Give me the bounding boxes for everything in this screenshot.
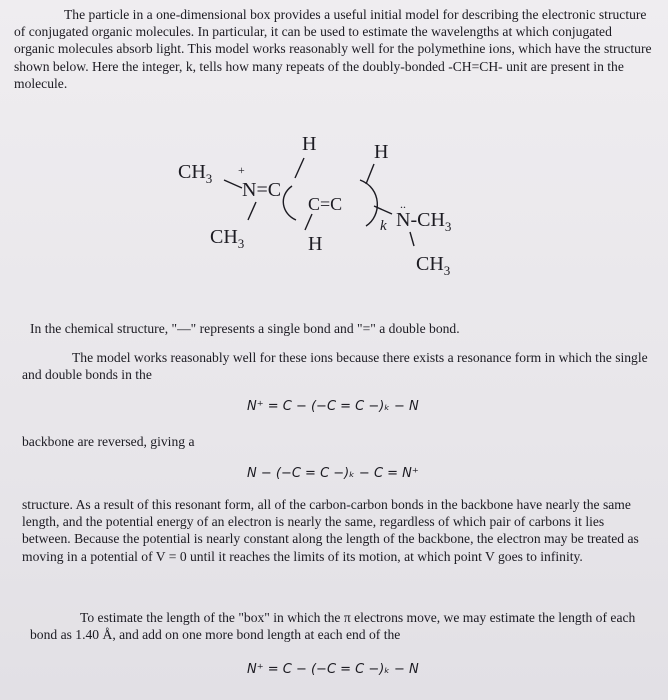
polymethine-structure-diagram	[160, 118, 540, 298]
n-ch3-right: $N-CH_3$	[396, 209, 452, 234]
equation-backbone-2: N⁺ = C − (−C = C −)ₖ − N	[247, 662, 419, 677]
potential-paragraph: structure. As a result of this resonant form, all of the carbon-carbon bonds in the backbone have nearly the same length, and the potential energy of an electron is nearly the same, regardless of which pair of carbons it lies between. Because the potential is nearly constant along the length of the backbone, the electron may be treated as moving in a potential of V = 0 until it reaches the limits of its motion, at which point V goes to infinity.	[22, 497, 639, 564]
bond-c-h-top-right	[366, 164, 374, 184]
bond-legend: In the chemical structure, "—" represents a single bond and "=" a double bond.	[30, 321, 460, 336]
ch3-bottom-left: $CH_3$	[210, 226, 245, 251]
bond-n-ch3-bottom-right	[410, 232, 414, 246]
ch3-bottom-right: $CH_3$	[416, 253, 451, 278]
bracket-left	[283, 186, 296, 220]
equation-resonance-form: N − (−C = C −)ₖ − C = N⁺	[247, 466, 419, 481]
structure-svg	[160, 118, 540, 298]
box-length-paragraph: To estimate the length of the "box" in which the π electrons move, we may estimate the length of each bond as 1.40 Å, and add on one more bond length at each end of the	[30, 610, 636, 643]
backbone-reversed-text: backbone are reversed, giving a	[22, 434, 195, 449]
bond-n-ch3-bottom	[248, 202, 256, 220]
c-equals-c: C=C	[308, 194, 343, 214]
h-top-left: H	[302, 133, 317, 155]
bond-c-h-bottom	[305, 214, 312, 230]
lone-pair-dots: ..	[400, 197, 406, 211]
bracket-right	[360, 180, 377, 226]
n-equals-c: N=C	[242, 179, 282, 201]
bond-ch3-n-top	[224, 180, 242, 188]
equation-backbone-1: N⁺ = C − (−C = C −)ₖ − N	[247, 399, 419, 414]
plus-charge: +	[238, 163, 245, 177]
h-bottom: H	[308, 233, 323, 255]
intro-paragraph: The particle in a one-dimensional box provides a useful initial model for describing the electronic structure of conjugated organic molecules. In particular, it can be used to estimate the wavelengths at which conjugated organic molecules absorb light. This model works reasonably well for the polymethine ions, which have the structure shown below. Here the integer, k, tells how many repeats of the doubly-bonded -CH=CH- unit are present in the molecule.	[14, 7, 652, 91]
ch3-top-left: $CH_3$	[178, 161, 213, 186]
resonance-paragraph: The model works reasonably well for these ions because there exists a resonance form in which the single and double bonds in the	[22, 350, 648, 383]
subscript-k: k	[380, 218, 387, 234]
bond-c-h-top	[295, 158, 304, 178]
h-top-right: H	[374, 141, 389, 163]
